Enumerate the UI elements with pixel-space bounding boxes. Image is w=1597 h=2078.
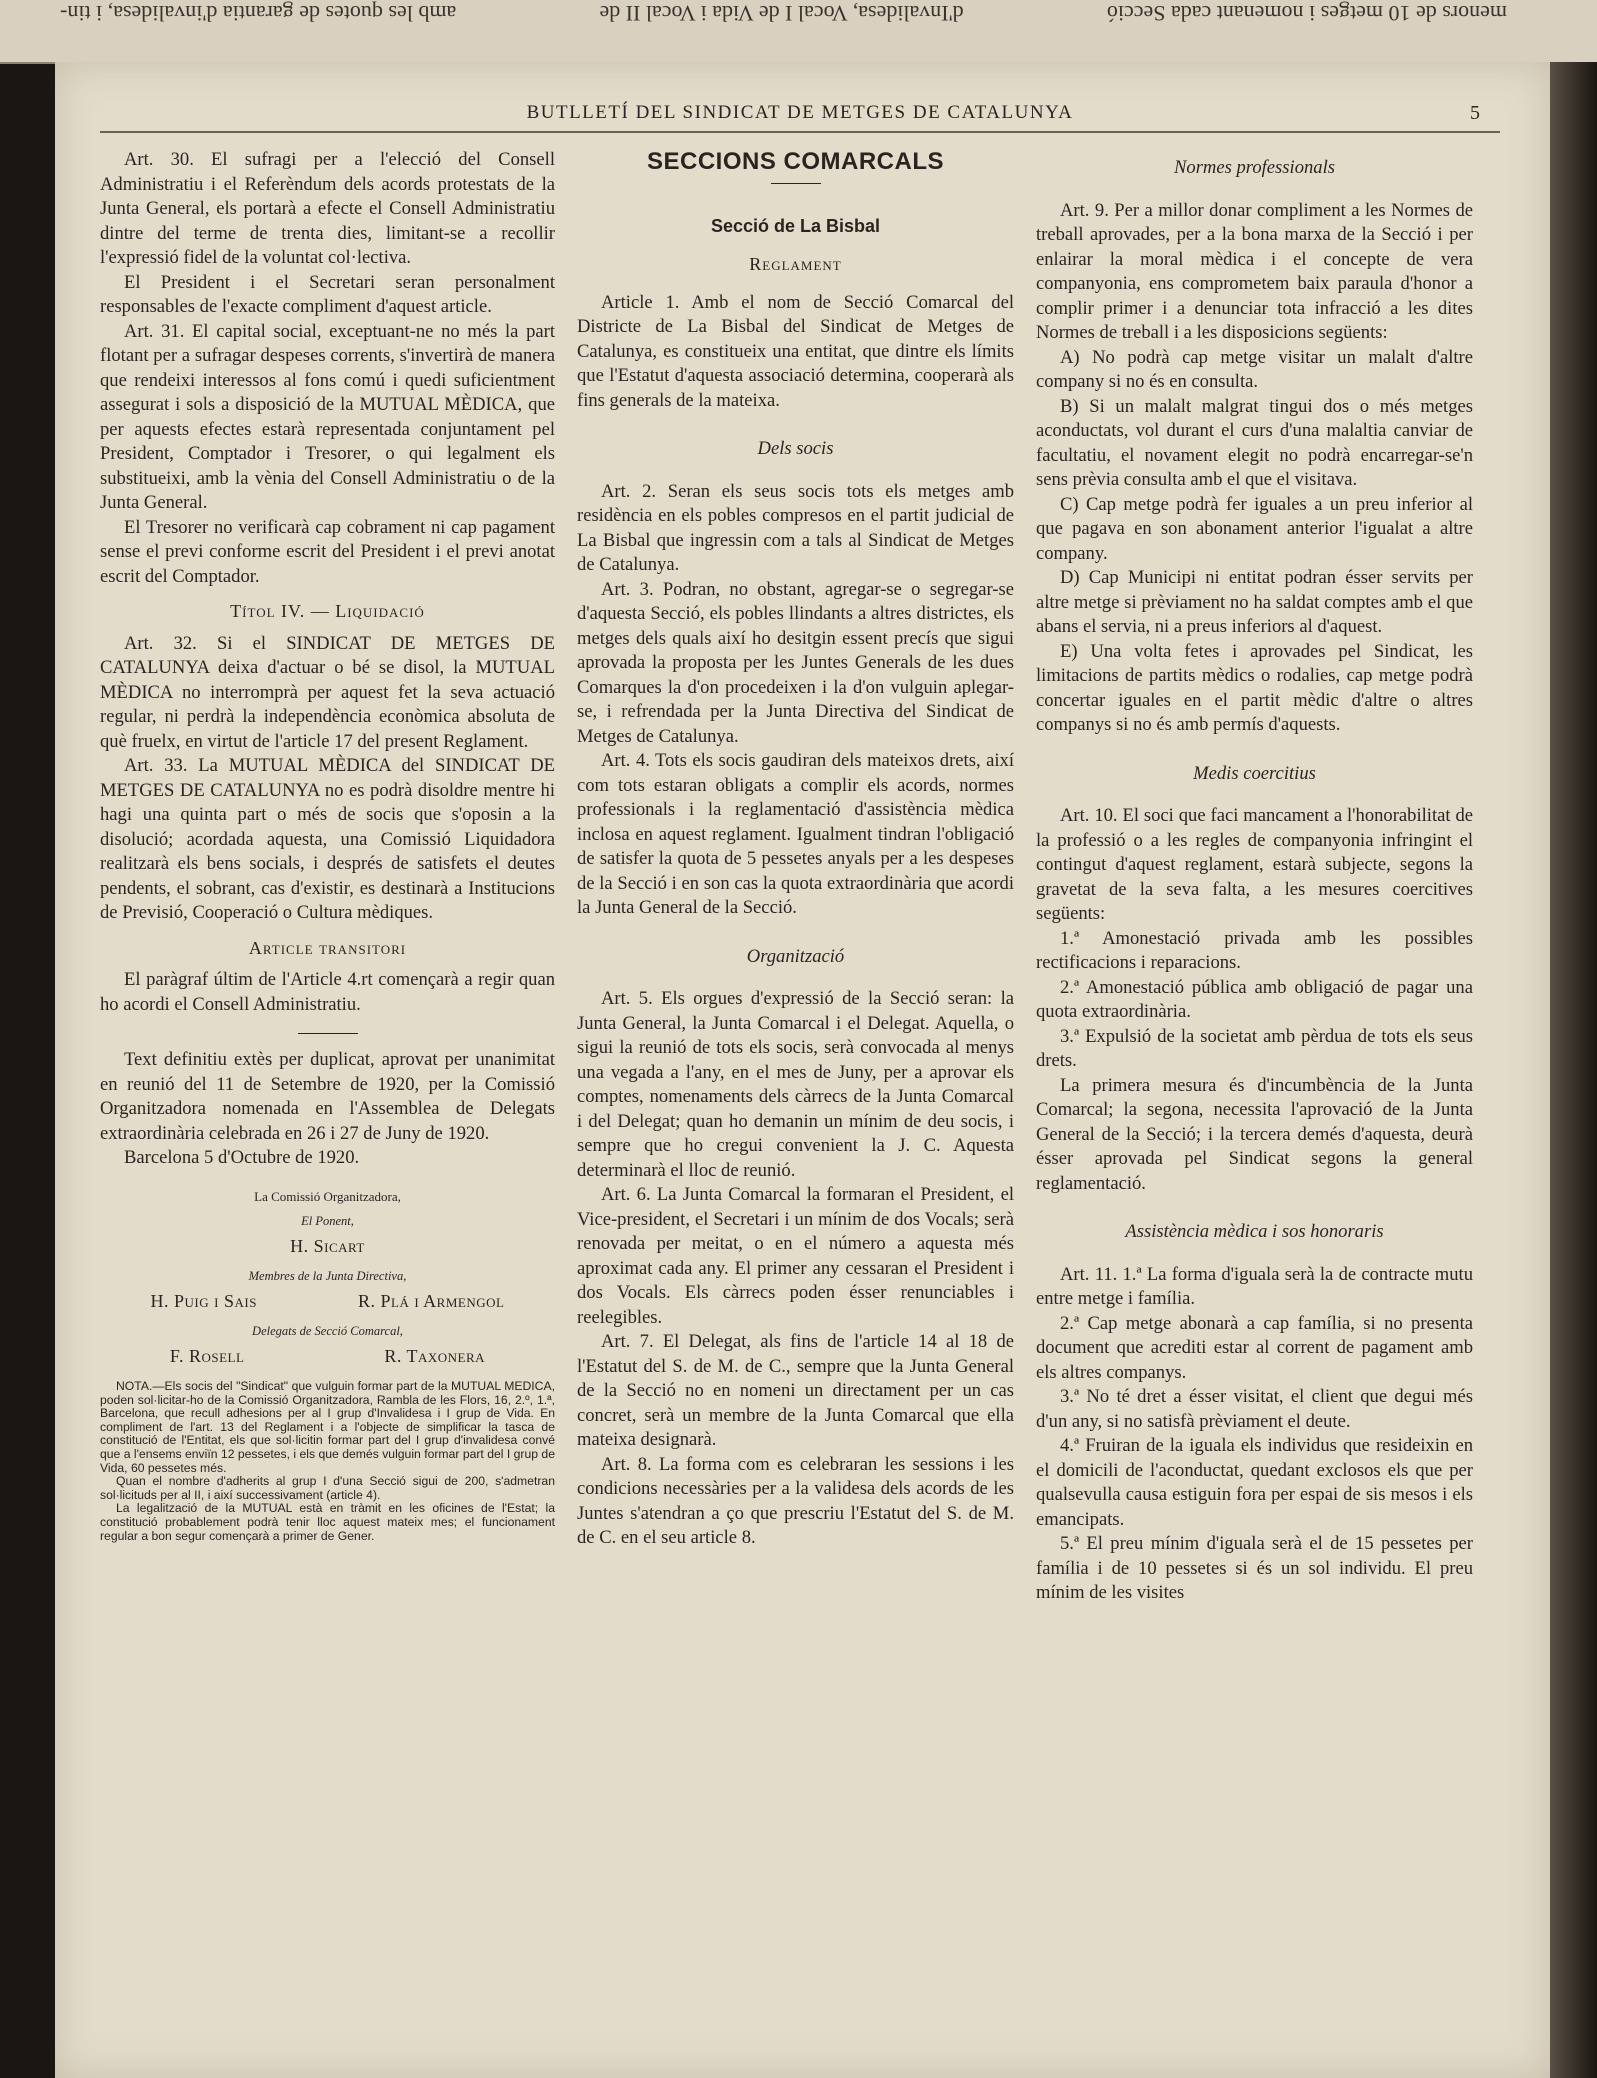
paragraph: Art. 3. Podran, no obstant, agregar-se o segregar-se d'aquesta Secció, els pobles llindants a altres districtes, els metges dels quals així ho desitgin essent precís que sigui aprovada la proposta per les Juntes Generals de les dues Comarques la d'on procedeixen i la d'on vulguin aplegar-se, i refrendada per la Junta Directiva del Sindicat de Metges de Catalunya.	[577, 578, 1014, 747]
previous-page-strip	[0, 0, 1597, 64]
heading-medis-coercitius: Medis coercitius	[1193, 762, 1316, 784]
paragraph: Art. 2. Seran els seus socis tots els metges amb residència en els pobles compresos en el partit judicial de La Bisbal que ingressin com a tals al Sindicat de Metges de Catalunya.	[577, 480, 1014, 575]
list-item: A) No podrà cap metge visitar un malalt d'altre company si no és en consulta.	[1036, 346, 1473, 392]
paragraph: Text definitiu extès per duplicat, aprovat per unanimitat en reunió del 11 de Setembre de 1920, per la Comissió Organitzadora nomenada en l'Assemblea de Delegats extraordinària celebrada en 26 i 27 de Juny de 1920.	[100, 1049, 555, 1144]
section-title: SECCIONS COMARCALS	[646, 148, 944, 175]
sig-delegat-2: R. Taxonera	[384, 1345, 486, 1366]
paragraph: El Tresorer no verificarà cap cobrament ni cap pagament sense el previ conforme escrit del President i el previ anotat escrit del Comptador.	[100, 516, 555, 587]
footnote	[100, 1380, 555, 1543]
list-item: 3.ª No té dret a ésser visitat, el client que degui més d'un any, si no satisfà prèviament el deute.	[1036, 1386, 1473, 1432]
heading-assistencia: Assistència mèdica i sos honoraris	[1125, 1221, 1384, 1242]
divider	[771, 183, 821, 184]
list-item: Art. 11. 1.ª La forma d'iguala serà la de contracte mutu entre metge i família.	[1036, 1263, 1473, 1309]
paragraph: Barcelona 5 d'Octubre de 1920.	[124, 1147, 360, 1168]
list-item: C) Cap metge podrà fer iguales a un preu inferior al que pagava en son abonament anterior l'igualat a altre company.	[1036, 493, 1473, 564]
footnote-paragraph: La legalització de la MUTUAL està en tràmit en les oficines de l'Estat; la constitució probablement podrà tenir lloc aquest mateix mes; el funcionament regular a bon segur començarà a primer de Gener.	[100, 1501, 555, 1543]
paragraph: Art. 8. La forma com es celebraran les sessions i les condicions necessàries per a la validesa dels acords de les Juntes s'atendran a ço que prescriu l'Estatut del S. de M. de C. en el seu article 8.	[577, 1453, 1014, 1548]
list-item: B) Si un malalt malgrat tingui dos o més metges aconductats, vol durant el curs d'una malaltia canviar de facultatiu, el novament elegit no podrà encarregar-se'n sens prèvia consulta amb el que el visitava.	[1036, 395, 1473, 490]
paragraph: Art. 4. Tots els socis gaudiran dels mateixos drets, així com tots estaran obligats a complir els acords, normes professionals i la reglamentació d'assistència mèdica inclosa en aquest reglament. Igualment tindran l'obligació de satisfer la quota de 5 pessetes anyals per a les despeses de la Secció i en son cas la quota extraordinària que acordi la Junta General de la Secció.	[577, 750, 1014, 918]
sig-membre-1: H. Puig i Sais	[150, 1290, 257, 1311]
prev-line-middle: d'Invalidesa, Vocal I de Vida i Vocal II de	[599, 1, 964, 26]
running-header	[100, 95, 1500, 133]
divider	[298, 1033, 358, 1034]
heading-normes-professionals: Normes professionals	[1174, 157, 1335, 178]
footnote-paragraph: NOTA.—Els socis del "Sindicat" que vulguin formar part de la MUTUAL MEDICA, poden sol·licitar-ho de la Comissió Organitzadora, Rambla de les Flors, 16, 2.º, 1.ª, Barcelona, que recull adhesions per al I grup d'Invalidesa i I grup de Vida. En compliment de l'art. 13 del Reglament i a l'objecte de simplificar la tasca de constitució de l'Entitat, els que sol·licitin formar part del I grup d'invalidesa convé que a l'ensems enviïn 12 pessetes, i els que demés vulguin formar part del I grup de Vida, 60 pessetes més.	[100, 1379, 555, 1475]
paragraph: Art. 5. Els orgues d'expressió de la Secció seran: la Junta General, la Junta Comarcal i el Delegat. Aquella, o sigui la reunió de tots els socis, serà convocada al menys una vegada a l'any, en el mes de Juny, per a aprovar els comptes, nomenaments dels càrrecs de la Junta Comarcal i del Delegat; quan ho demanin un mínim de deu socis, i sempre que ho cregui convenient la J. C. Aquesta determinarà el lloc de reunió.	[577, 988, 1014, 1181]
heading-organitzacio: Organització	[746, 945, 845, 967]
sig-delegat-1: F. Rosell	[169, 1345, 245, 1366]
prev-line-left: menors de 10 metges i nomenant cada Secció	[1106, 1, 1507, 26]
paragraph: Art. 7. El Delegat, als fins de l'article 14 al 18 de l'Estatut del S. de M. de C., sempre que la Junta General de la Secció no en nomeni un directament per un cas concret, serà un membre de la Junta Comarcal que ella mateixa designarà.	[577, 1331, 1014, 1450]
sig-membre-2: R. Plá i Armengol	[358, 1290, 505, 1311]
paragraph: Art. 33. La MUTUAL MÈDICA del SINDICAT DE METGES DE CATALUNYA no es podrà disoldre mentre hi hagi una quinta part o més de socis que s'oposin a la disolució; acordada aquesta, una Comissió Liquidadora realitzarà els bens socials, i després de satisfets el deutes pendents, el sobrant, cas d'existir, es destinarà a Institucions de Previsió, Cooperació o Cultura mèdiques.	[100, 755, 555, 923]
paragraph: Art. 6. La Junta Comarcal la formaran el President, el Vice-president, el Secretari i un mínim de dos Vocals; serà renovada per meitat, o en el número a aquesta més aproximat cada any. El primer any cessaran el President i dos Vocals. Els càrrecs poden ésser renunciables i reelegibles.	[577, 1184, 1014, 1328]
sig-delegats	[100, 1344, 555, 1369]
sig-ponent-label: El Ponent,	[301, 1214, 354, 1228]
heading-titol-iv: Títol IV. — Liquidació	[230, 601, 425, 621]
sig-comissio: La Comissió Organitzadora,	[254, 1188, 401, 1204]
sig-delegats-label: Delegats de Secció Comarcal,	[252, 1324, 403, 1338]
page-edge-shadow	[1550, 62, 1597, 2078]
paragraph: Art. 10. El soci que faci mancament a l'honorabilitat de la professió o a les regles de companyonia infringint el contingut d'aquest reglament, estarà subjecte, segons la gravetat de la seva falta, a les mesures coercitives següents:	[1036, 805, 1473, 924]
list-item: La primera mesura és d'incumbència de la Junta Comarcal; la segona, necessita l'aprovació de la Junta General de la Secció; i la tercera demés d'aquesta, deurà ésser aprovada pel Sindicat segons la general reglamentació.	[1036, 1074, 1473, 1194]
column-middle	[577, 148, 1014, 1551]
heading-reglament: Reglament	[749, 254, 842, 274]
page-number: 5	[1470, 101, 1480, 124]
list-item: 2.ª Amonestació pública amb obligació de pagar una quota extraordinària.	[1036, 976, 1473, 1022]
paragraph: Art. 9. Per a millor donar compliment a les Normes de treball aprovades, per a la bona marxa de la Secció i per enlairar la moral mèdica i el concepte de vera companyonia, ens comprometem baix paraula d'honor a complir primer i a denunciar tota infracció a les dites Normes de treball i a les disposicions següents:	[1036, 199, 1473, 343]
sig-membres	[100, 1289, 555, 1314]
list-item: 1.ª Amonestació privada amb les possibles rectificacions i reparacions.	[1036, 927, 1473, 973]
list-item: 3.ª Expulsió de la societat amb pèrdua de tots els seus drets.	[1036, 1025, 1473, 1071]
heading-article-transitori: Article transitori	[248, 937, 407, 958]
list-item: E) Una volta fetes i aprovades pel Sindicat, les limitacions de partits mèdics o rodalies, cap metge podrà concertar iguales en el partit mèdic d'altre o altres companys si no és amb permís d'aquests.	[1036, 640, 1473, 735]
sig-membres-label: Membres de la Junta Directiva,	[248, 1269, 407, 1283]
paragraph: Art. 32. Si el SINDICAT DE METGES DE CATALUNYA deixa d'actuar o bé se disol, la MUTUAL MÈDICA no interromprà per aquest fet la seva actuació regular, ni perdrà la independència econòmica absoluta de què fruelx, en virtut de l'article 17 del present Reglament.	[100, 632, 555, 752]
list-item: D) Cap Municipi ni entitat podran ésser servits per altre metge si prèviament no ha saldat comptes amb el que abans el servia, ni a preus inferiors al d'aquest.	[1036, 567, 1473, 637]
footnote-paragraph: Quan el nombre d'adherits al grup I d'una Secció sigui de 200, s'admetran sol·licituds per al II, i així successivament (article 4).	[100, 1474, 555, 1502]
paragraph: Art. 30. El sufragi per a l'elecció del Consell Administratiu i el Referèndum dels acords protestats de la Junta General, els portarà a efecte el Consell Administratiu dintre del terme de trenta dies, limitant-se a recollir l'expressió fidel de la voluntat col·lectiva.	[100, 149, 555, 268]
paragraph: Article 1. Amb el nom de Secció Comarcal del Districte de La Bisbal del Sindicat de Metges de Catalunya, es constitueix una entitat, que dintre els límits que l'Estatut d'aquesta associació determina, cooperarà als fins generals de la mateixa.	[577, 291, 1014, 411]
list-item: 2.ª Cap metge abonarà a cap família, si no presenta document que acrediti estar al corrent de pagament amb els altres companys.	[1036, 1312, 1473, 1383]
sub-title: Secció de La Bisbal	[710, 215, 881, 236]
sig-ponent: H. Sicart	[290, 1235, 365, 1256]
list-item: 4.ª Fruiran de la iguala els individus que resideixin en el domicili de l'aconductat, quedant exclosos els que per qualsevulla causa estiguin fora per espai de sis mesos i els emancipats.	[1036, 1435, 1473, 1530]
signatures	[100, 1185, 555, 1369]
paragraph: El President i el Secretari seran personalment responsables de l'exacte compliment d'aquest article.	[100, 271, 555, 317]
heading-dels-socis: Dels socis	[757, 438, 834, 459]
paragraph: El paràgraf últim de l'Article 4.rt començarà a regir quan ho acordi el Consell Administratiu.	[100, 969, 555, 1015]
column-left	[100, 148, 555, 1543]
publication-title: BUTLLETÍ DEL SINDICAT DE METGES DE CATALUNYA	[526, 102, 1074, 123]
list-item: 5.ª El preu mínim d'iguala serà el de 15 pessetes per família i de 10 pessetes si és un sol individu. El preu mínim de les visites	[1036, 1533, 1473, 1603]
column-right	[1036, 148, 1473, 1606]
paragraph: Art. 31. El capital social, exceptuant-ne no més la part flotant per a sufragar despeses corrents, s'invertirà de manera que rendeixi interessos al fons comú i quedi suficientment assegurat i sols a disposició de la MUTUAL MÈDICA, que per aquests efectes estarà representada conjuntament pel President, Comptador i Tresorer, o qui legalment els substitueixi, amb la vènia del Consell Administratiu o de la Junta General.	[100, 320, 555, 513]
prev-line-right: amb les quotes de garantia d'invalidesa, i tin-	[60, 1, 457, 26]
